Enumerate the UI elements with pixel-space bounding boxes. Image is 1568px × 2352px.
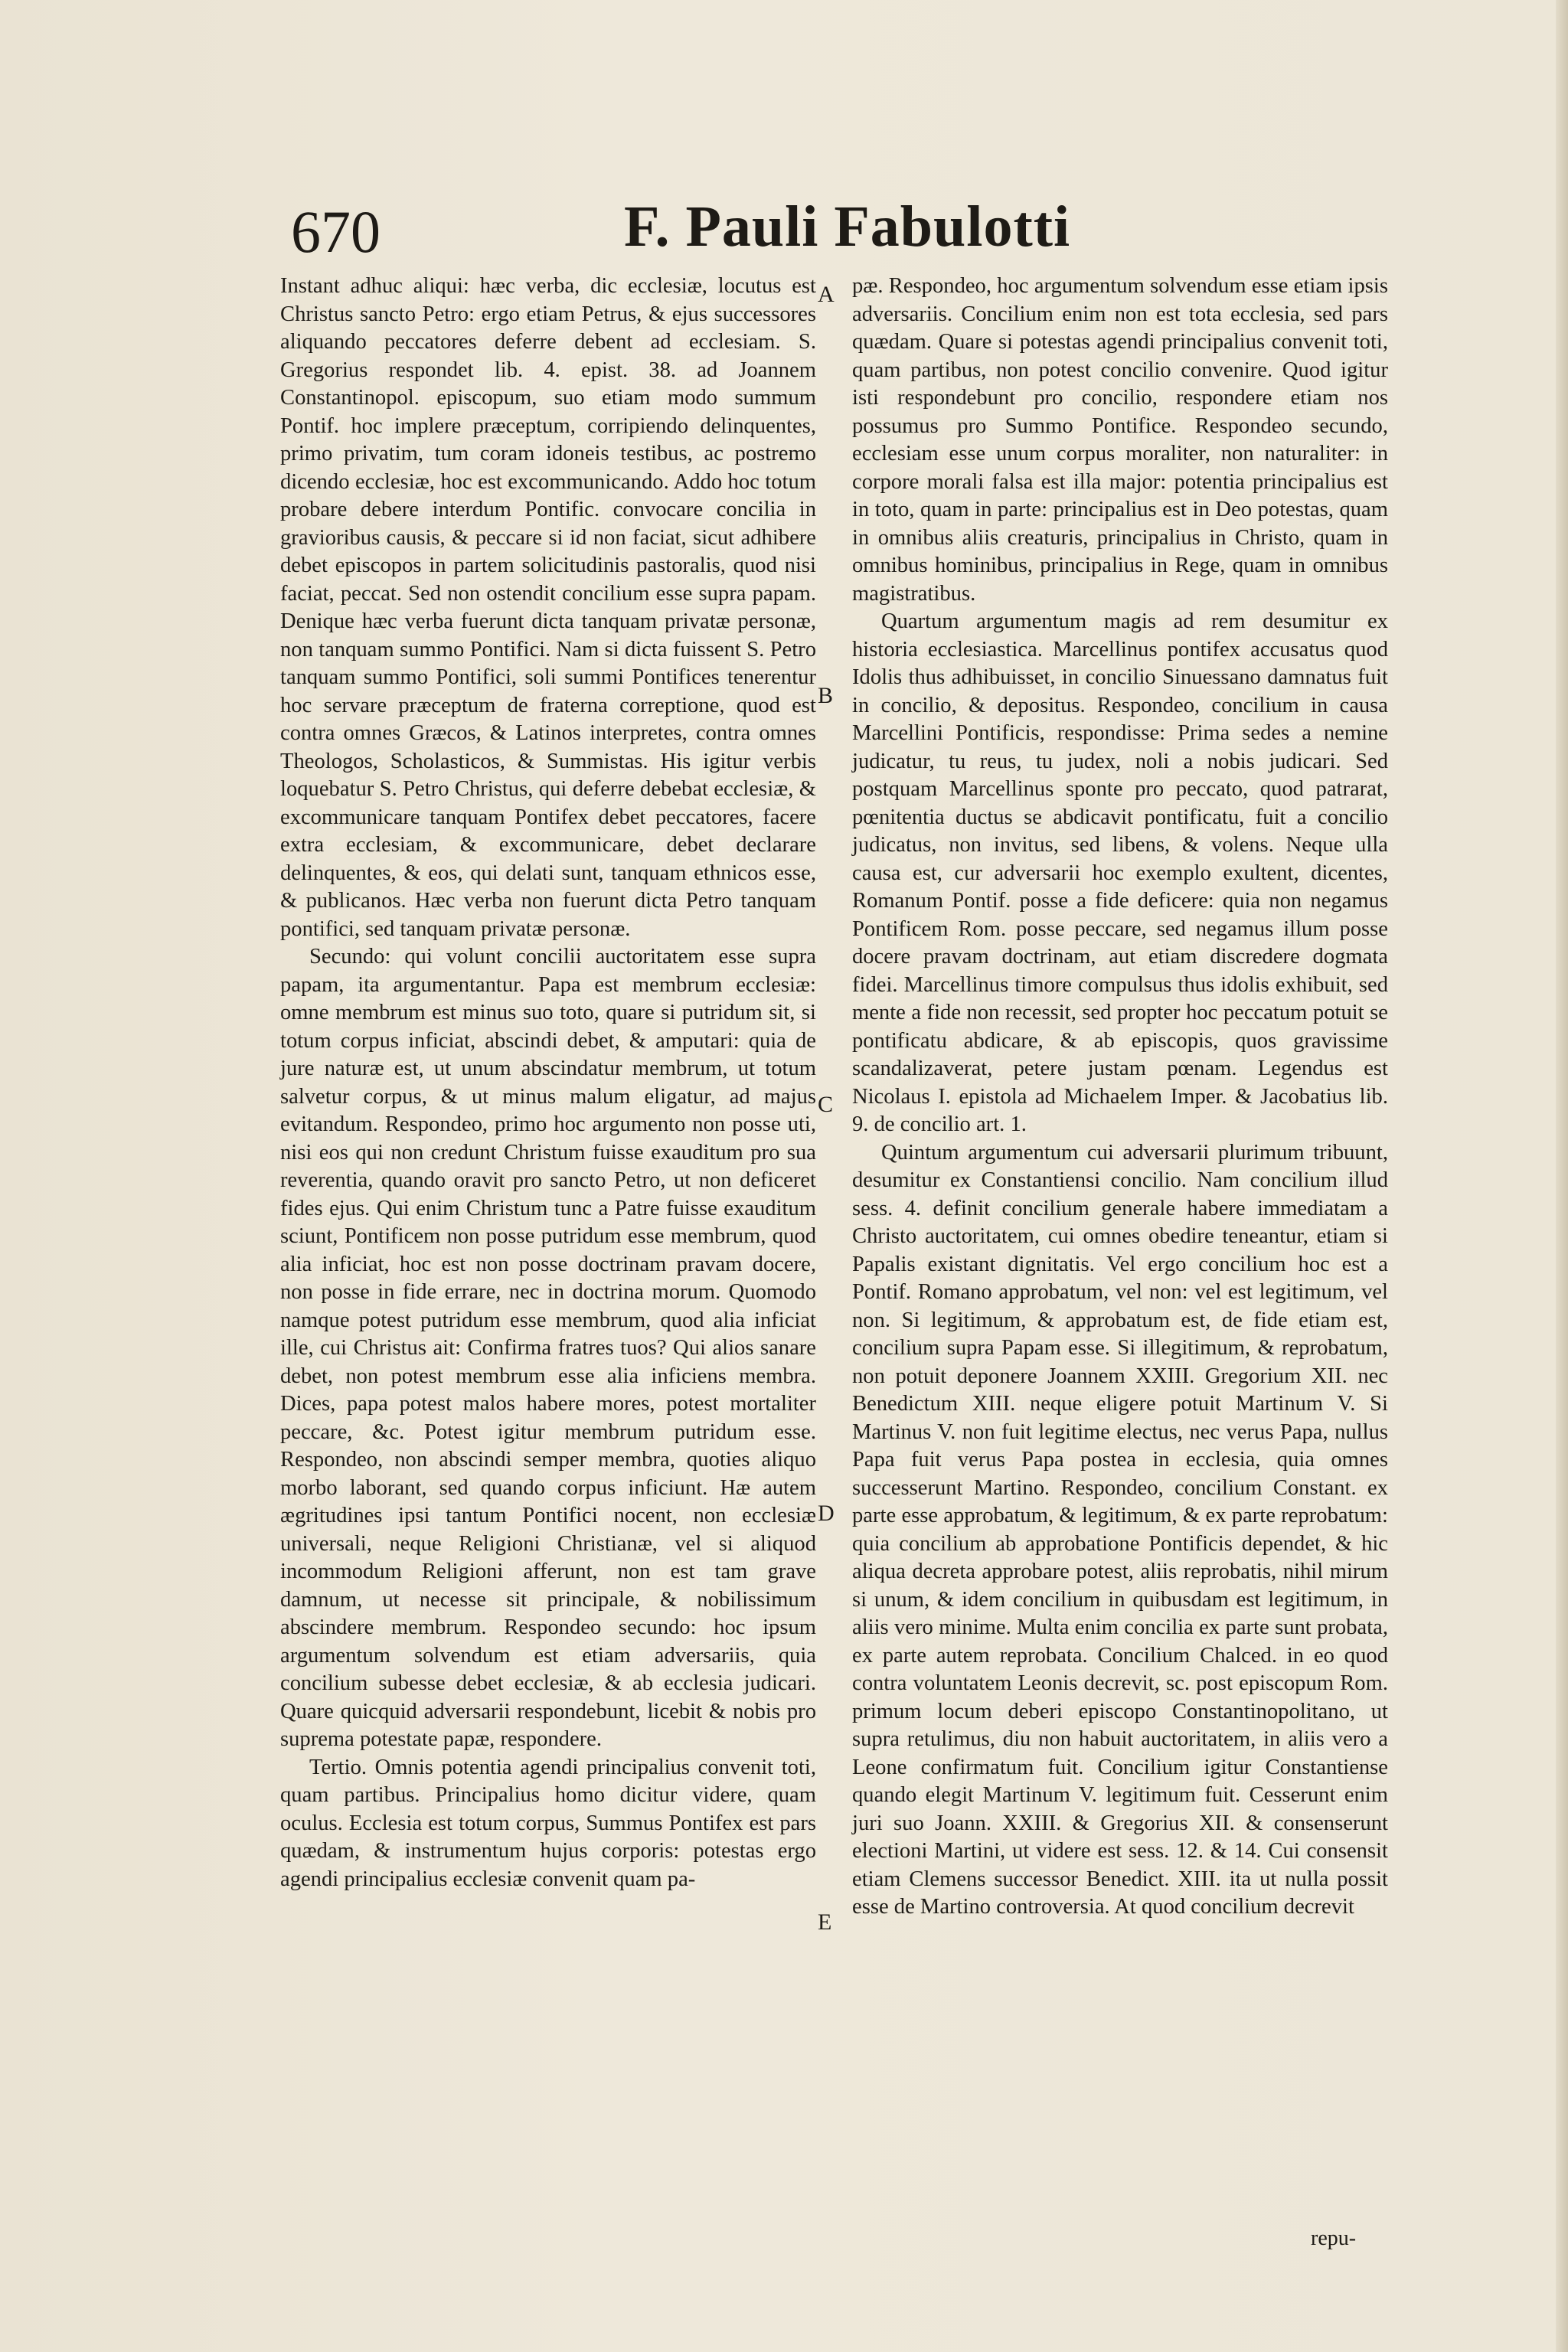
paragraph: Secundo: qui volunt concilii auctoritatem esse supra papam, ita argumentantur. Papa est membrum ecclesiæ: omne membrum est minus suo toto, quare si putridum sit, si totum corpus inficiat, abscindi debet, & amputari: quia de jure naturæ est, ut unum abscindatur membrum, ut totum salvetur corpus, & ut minus malum eligatur, ad majus evitandum. Respondeo, primo hoc argumento non posse uti, nisi eos qui non credunt Christum fuisse exauditum pro sua reverentia, quando oravit pro sancto Petro, ut non deficeret fides ejus. Qui enim Christum tunc a Patre fuisse exauditum sciunt, Pontificem non posse putridum esse membrum, quod alia inficiat, hoc est non posse doctrinam pravam docere, non posse in fide errare, nec in doctrina morum. Quomodo namque potest putridum esse membrum, quod alia inficiat ille, cui Christus ait: Confirma fratres tuos? Qui alios sanare debet, non potest membrum esse alia inficiens membra. Dices, papa potest malos habere mores, potest mortaliter peccare, &c. Potest igitur membrum putridum esse. Respondeo, non abscindi semper membra, quoties aliquo morbo laborant, sed quando corpus inficiunt. Hæ autem ægritudines ipsi tantum Pontifici nocent, non ecclesiæ universali, neque Religioni Christianæ, vel si aliquod incommodum Religioni afferunt, non est tam grave damnum, ut necesse sit principale, & nobilissimum abscindere membrum. Respondeo secundo: hoc ipsum argumentum solvendum est etiam adversariis, quia concilium subesse debet ecclesiæ, & ab ecclesia judicari. Quare quicquid adversarii respondebunt, licebit & nobis pro suprema potestate papæ, respondere.	[280, 945, 816, 1751]
paragraph: Quartum argumentum magis ad rem desumitur ex historia ecclesiastica. Marcellinus pontifex accusatus quod Idolis thus adhibuisset, in concilio Sinuessano damnatus fuit in concilio, & depositus. Respondeo, concilium in causa Marcellini Pontificis, respondisse: Prima sedes a nemine judicatur, tu reus, tu judex, noli a nobis judicari. Sed postquam Marcellinus sponte pro peccato, quod patrarat, pœnitentia ductus se abdicavit pontificatu, fuit a concilio judicatus, non invitus, sed libens, & volens. Neque ulla causa est, cur adversarii hoc exemplo exultent, dicentes, Romanum Pontif. posse a fide deficere: quia non negamus Pontificem Rom. posse peccare, sed negamus illum posse docere pravam doctrinam, aut etiam discredere dogmata fidei. Marcellinus timore compulsus thus idolis exhibuit, sed mente a fide non recessit, sed propter hoc peccatum potuit se pontificatu abdicare, & ab episcopis, quos gravissime scandalizaverat, petere justam pœnam. Legendus est Nicolaus I. epistola ad Michaelem Imper. & Jacobatius lib. 9. de concilio art. 1.	[852, 609, 1388, 1136]
margin-marker-a: A	[818, 282, 835, 307]
running-head: F. Pauli Fabulotti	[624, 194, 1071, 259]
margin-marker-e: E	[818, 1909, 832, 1935]
margin-marker-d: D	[818, 1501, 835, 1526]
paragraph: Tertio. Omnis potentia agendi principalius convenit toti, quam partibus. Principalius homo dicitur videre, quam oculus. Ecclesia est totum corpus, Summus Pontifex est pars quædam, & instrumentum hujus corporis: potestas ergo agendi principalius ecclesiæ convenit quam pa-	[280, 1755, 816, 1891]
right-column	[852, 273, 1388, 1922]
page-header	[268, 190, 1416, 274]
catchword: repu-	[1311, 2226, 1357, 2250]
margin-marker-c: C	[818, 1092, 834, 1117]
page-edge	[1556, 0, 1568, 2352]
paragraph: pæ. Respondeo, hoc argumentum solvendum esse etiam ipsis adversariis. Concilium enim non est tota ecclesia, sed pars quædam. Quare si potestas agendi principalius convenit toti, quam partibus, non potest concilio convenire. Quod igitur isti respondebunt pro concilio, respondere etiam nos possumus pro Summo Pontifice. Respondeo secundo, ecclesiam esse unum corpus moraliter, non naturaliter: in corpore morali falsa est illa major: potentia principalius est in toto, quam in parte: principalius est in Deo potestas, quam in omnibus aliis creaturis, principalius in Christo, quam in omnibus hominibus, principalius in Rege, quam in omnibus magistratibus.	[852, 274, 1388, 606]
margin-marker-b: B	[818, 683, 834, 708]
paragraph: Quintum argumentum cui adversarii plurimum tribuunt, desumitur ex Constantiensi concilio. Nam concilium illud sess. 4. definit concilium generale habere immediatam a Christo auctoritatem, cui omnes obedire teneantur, etiam si Papalis existant dignitatis. Vel ergo concilium hoc est a Pontif. Romano approbatum, vel non: vel est legitimum, vel non. Si legitimum, & approbatum est, de fide etiam est, concilium supra Papam esse. Si illegitimum, & reprobatum, non potuit deponere Joannem XXIII. Gregorium XII. nec Benedictum XIII. neque eligere potuit Martinum V. Si Martinus V. non fuit legitime electus, nec verus Papa, nullus Papa fuit verus Papa postea in ecclesia, quia omnes successerunt Martino. Respondeo, concilium Constant. ex parte esse approbatum, & legitimum, & ex parte reprobatum: quia concilium ab approbatione Pontificis dependet, & hic aliqua decreta approbare potest, aliis reprobatis, nihil mirum si unum, & idem concilium in quibusdam est legitimum, in aliis vero minime. Multa enim concilia ex parte sunt probata, ex parte autem reprobata. Concilium Chalced. in eo quod contra voluntatem Leonis decrevit, sc. post episcopum Rom. primum locum deberi episcopo Constantinopolitano, ut supra retulimus, diu non habuit auctoritatem, in aliis vero a Leone confirmatum fuit. Concilium igitur Constantiense quando elegit Martinum V. legitimum fuit. Cesserunt enim juri suo Joann. XXIII. & Gregorius XII. & consenserunt electioni Martini, ut videre est sess. 12. & 14. Cui consensit etiam Clemens successor Benedict. XIII. ita ut nulla possit esse de Martino controversia. At quod concilium decrevit	[852, 1140, 1388, 1919]
left-column	[280, 273, 816, 1893]
paragraph: Instant adhuc aliqui: hæc verba, dic ecclesiæ, locutus est Christus sancto Petro: ergo etiam Petrus, & ejus successores aliquando peccatores deferre debent ad ecclesiam. S. Gregorius respondet lib. 4. epist. 38. ad Joannem Constantinopol. episcopum, suo etiam modo summum Pontif. hoc implere præceptum, corripiendo delinquentes, primo privatim, tum coram idoneis testibus, ac postremo dicendo ecclesiæ, hoc est excommunicando. Addo hoc totum probare debere interdum Pontific. convocare concilia in gravioribus causis, & peccare si id non faciat, sicut adhibere debet episcopos in partem solicitudinis pastoralis, quod nisi faciat, peccat. Sed non ostendit concilium esse supra papam. Denique hæc verba fuerunt dicta tanquam privatæ personæ, non tanquam summo Pontifici. Nam si dicta fuissent S. Petro tanquam summo Pontifici, soli summi Pontifices tenerentur hoc servare præceptum de fraterna correptione, quod est contra omnes Græcos, & Latinos interpretes, contra omnes Theologos, Scholasticos, & Summistas. His igitur verbis loquebatur S. Petro Christus, qui deferre debebat ecclesiæ, & excommunicare tanquam Pontifex debet peccatores, facere extra ecclesiam, & excommunicare, debet declarare delinquentes, & eos, qui delati sunt, tanquam ethnicos esse, & publicanos. Hæc verba non fuerunt dicta Petro tanquam pontifici, sed tanquam privatæ personæ.	[280, 274, 816, 941]
page-number: 670	[291, 198, 381, 265]
